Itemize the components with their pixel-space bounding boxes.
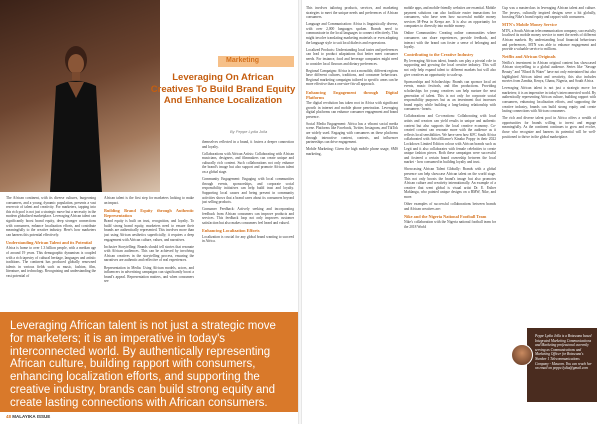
body-paragraph: Inclusive Storytelling: Brands should tell stories that resonate with African audiences. This can be achieved by involving African creatives in the storytelling process, ensuring the narratives are authentic and reflective of real experiences. (104, 244, 194, 263)
body-paragraph: Collaborations with African Artists: Collaborating with African musicians, designers, and filmmakers can create unique and culturally rich content. Such collaborations not only enhance the brand's image but also support and promote African talent on a global stage. (202, 151, 294, 175)
section-heading: Enhancing Engagement through Digital Platforms (306, 89, 398, 100)
body-paragraph: Online Communities: Creating online communities where consumers can share experiences, provide feedback, and interact with the brand can foster a sense of belonging and loyalty. (404, 31, 496, 50)
body-paragraph: The digital revolution has taken root in Africa with significant growth in internet and mobile phone penetration. Leveraging digital platforms can enhance consumer engagement and brand presence. (306, 101, 398, 119)
body-paragraph: Representation in Media: Using African models, actors, and influencers in advertising campaigns can significantly boost a brand's appeal. Representation matters, and when consumers see (104, 265, 194, 284)
body-paragraph: By leveraging African talent, brands can play a pivotal role in supporting and growing the local creative industry. This will not only help expand talent to different markets but will also give creatives an opportunity to scale up. (404, 58, 496, 77)
section-heading: Netflix and African Originals (502, 54, 556, 60)
right-page (302, 0, 600, 424)
page-number: 48 (6, 414, 12, 419)
body-paragraph: Collaborations and Co-creations: Collaborating with local artists and creators can yield results in unique and authentic content but also supports the local creative economy. Co-created content can resonate more with the audience as it reflects local sensibilities. We have seen how KFC South Africa collaborated with ArtistAlliance's Kinako Poppy in their 2022 Lockdown Limited Edition colour with African brands such as Legit and it also collaborates with female celebrities to create unique fashion pieces. Both these campaigns were successful and fostered a certain brand ownership between the local market - how consumed in building loyalty and trust. (404, 114, 496, 165)
body-paragraph: The African continent, with its diverse cultures, burgeoning consumers, and a young, dynamic population, presents a vast reservoir of talent and creativity. For marketers, tapping into this rich pool is not just a strategic move but a necessity in the modern globalised marketplace. Leveraging African talent can significantly boost brand equity, deep stronger connections with consumers, enhance localization efforts, and contribute meaningfully to the creative industry. Here's how marketers can harness this potential effectively. (6, 196, 96, 237)
section-heading: Nike and the Nigeria National Football Team (404, 213, 487, 219)
body-paragraph: themselves reflected in a brand, it fosters a deeper connection and loyalty. (202, 140, 294, 149)
section-heading: Building Brand Equity through Authentic Representation (104, 207, 194, 218)
woman-figure-graphic (46, 38, 106, 192)
body-paragraph: Language and Communication: Africa is linguistically diverse, with over 2,000 languages spoken. Brands need to communicate in the local languages to connect effectively. This might involve translating marketing materials or even adapting the language style to suit local dialects and expressions. (306, 22, 398, 45)
left-page (0, 0, 298, 424)
article-byline: By Peppe Lydia Jolla (230, 129, 268, 134)
section-tag-label: Marketing (226, 57, 260, 64)
body-paragraph: MTN, a South African telecommunication company, successfully localised its mobile money service to meet the needs of different African markets. By understanding local financial behaviours and preferences, MTN was able to enhance engagement and provide a valuable service to millions. (502, 28, 596, 52)
magazine-name: MALAYIKA ISSUE (12, 414, 51, 419)
body-paragraph: mobile apps, and mobile-friendly websites are essential. Mobile payment solutions can also facilitate easier transactions for consumers, who have seen how successful mobile money services M-Pesa in Kenya are. It is also an opportunity for companies to diversify into mobile money. (404, 6, 496, 29)
author-bio-box (527, 328, 597, 402)
body-paragraph: Localization is crucial for any global brand wanting to succeed in Africa. (202, 234, 294, 244)
section-heading: MTN's Mobile Money Service (502, 22, 558, 28)
section-heading: Contributing to the Creative Industry (404, 52, 474, 58)
author-portrait-photo (0, 0, 160, 192)
body-paragraph: This involves tailoring products, services, and marketing strategies to meet the unique needs and preferences of African consumers. (306, 6, 398, 20)
body-paragraph: Sponsorships and Scholarships: Brands can sponsor local art events, music festivals, and film productions. Providing scholarships for young creatives can help nurture the next generation of talent. This is not only for corporate social responsibility purposes but as an investment that increases brand equity while building a long-lasting relationship with consumers - hearts. (404, 79, 496, 112)
body-paragraph: Nike's collaboration with the Nigeria national football team for the 2018 World (404, 220, 496, 229)
author-bio-text: Peppe Lydia Jolla is a Botswana based Integrated Marketing Communications and Marketing professional currently serving as Communications and Marketing Officer for Botswana's Number 1 Telecommunications Company - Mascom. You can reach her on email on peppe.lydia@gmail.com (535, 334, 592, 371)
left-column-1 (6, 196, 96, 310)
body-paragraph: Community Engagement: Engaging with local communities through events, sponsorships, and corporate social responsibility initiatives can help build trust and loyalty. Supporting local causes and being present in community activities shows that a brand cares about its consumers beyond just selling products. (202, 177, 294, 205)
right-column-3 (502, 6, 596, 324)
body-paragraph: Regional Campaigns: Africa is not a monolith; different regions have different cultures, traditions, and consumer behaviours. Regional marketing campaigns tailored to specific areas can be more effective than a one-size-fits-all approach. (306, 68, 398, 87)
page-footer (6, 414, 50, 419)
right-column-2 (404, 6, 496, 416)
body-paragraph: Consumer Feedback: Actively seeking and incorporating feedback from African consumers can improve products and services. This feedback loop not only improves customer satisfaction but also makes consumers feel heard and valued. (202, 207, 294, 225)
left-column-2 (104, 196, 194, 310)
section-heading: Understanding African Talent and its Potential (6, 239, 92, 245)
author-avatar (511, 344, 533, 366)
article-title: Leveraging On African Creatives To Build Brand Equity And Enhance Localization (150, 72, 296, 106)
body-paragraph: The rich and diverse talent pool in Africa offers a wealth of opportunities for brands willing to invest and engage meaningfully. As the continent continues to grow and evolve, those who recognize and harness its potential will be well-positioned to thrive in the global marketplace. (502, 116, 596, 139)
body-paragraph: Cup was a masterclass in leveraging African talent and culture. The jerseys, culturally inspired designs were a hit globally, boosting Nike's brand equity and rapport with consumers. (502, 6, 596, 20)
body-paragraph: Brand equity is built on trust, recognition, and loyalty. To build strong brand equity, marketers need to ensure their brands are authentically represented. This involves more than just using African aesthetics superficially; it requires a deep engagement with African culture, values, and narratives. (104, 219, 194, 242)
body-paragraph: African talent is the first step for marketers looking to make an impact. (104, 196, 194, 205)
body-paragraph: Mobile Marketing: Given the high mobile phone usage, SMS marketing, (306, 147, 398, 156)
body-paragraph: Other examples of successful collaborations between brands and African creatives are: (404, 202, 496, 211)
section-heading: Enhancing Localization Efforts (202, 228, 260, 234)
body-paragraph: Showcasing African Talent Globally: Brands with a global presence can help showcase African talent on the world stage. This not only boosts the brand's image but also promotes African culture and creativity internationally. An example of a creative that went global is visual artist Dr. E. Esther Mahlangu, who painted unique designs on a BMW, Nike, and more. (404, 167, 496, 199)
pull-quote (0, 312, 298, 412)
body-paragraph: Leveraging African talent is not just a strategic move for marketers; it is an imperative in today's interconnected world. By authentically representing African culture, building rapport with consumers, enhancing localization efforts, and supporting the creative industry, brands can build strong equity and create lasting connections with African consumers. (502, 86, 596, 114)
pull-quote-text: Leveraging African talent is not just a strategic move for marketers; it is an imperative in today's interconnected world. By authentically representing African culture, building rapport with consumers, enhancing localization efforts, and supporting the creative industry, brands can build strong equity and create lasting connections with African consumers. (10, 320, 276, 409)
body-paragraph: Africa is home to over 1.3 billion people, with a median age of around 19 years. This demographic dynamism is coupled with a rich tapestry of cultural heritage, languages and artistic traditions. The continent has produced globally renowned talents in various fields such as music, fashion, film, literature, and technology. Recognizing and understanding the vast potential of (6, 246, 96, 278)
section-tag (218, 56, 294, 67)
body-paragraph: Localized Products: Understanding local tastes and preferences can lead to product adaptations that better meet consumer needs. For instance, food and beverage companies might need to consider local flavours and dietary preferences. (306, 47, 398, 66)
body-paragraph: Netflix's investment in African original content has showcased African storytelling to a global audience. Series like "Savage Beauty" and "Blood & Water" have not only entertained but also highlighted African talent and creativity, this also includes movies from Zambia, Kenya, Ghana, Nigeria, and South Africa. (502, 60, 596, 84)
body-paragraph: Social Media Engagement: Africa has a vibrant social media scene. Platforms like Facebook, Twitter, Instagram, and TikTok are widely used. Engaging with consumers on these platforms through interactive content, contests, and influencer partnerships can drive engagement. (306, 121, 398, 145)
right-column-1 (306, 6, 398, 416)
left-column-3 (202, 140, 294, 310)
